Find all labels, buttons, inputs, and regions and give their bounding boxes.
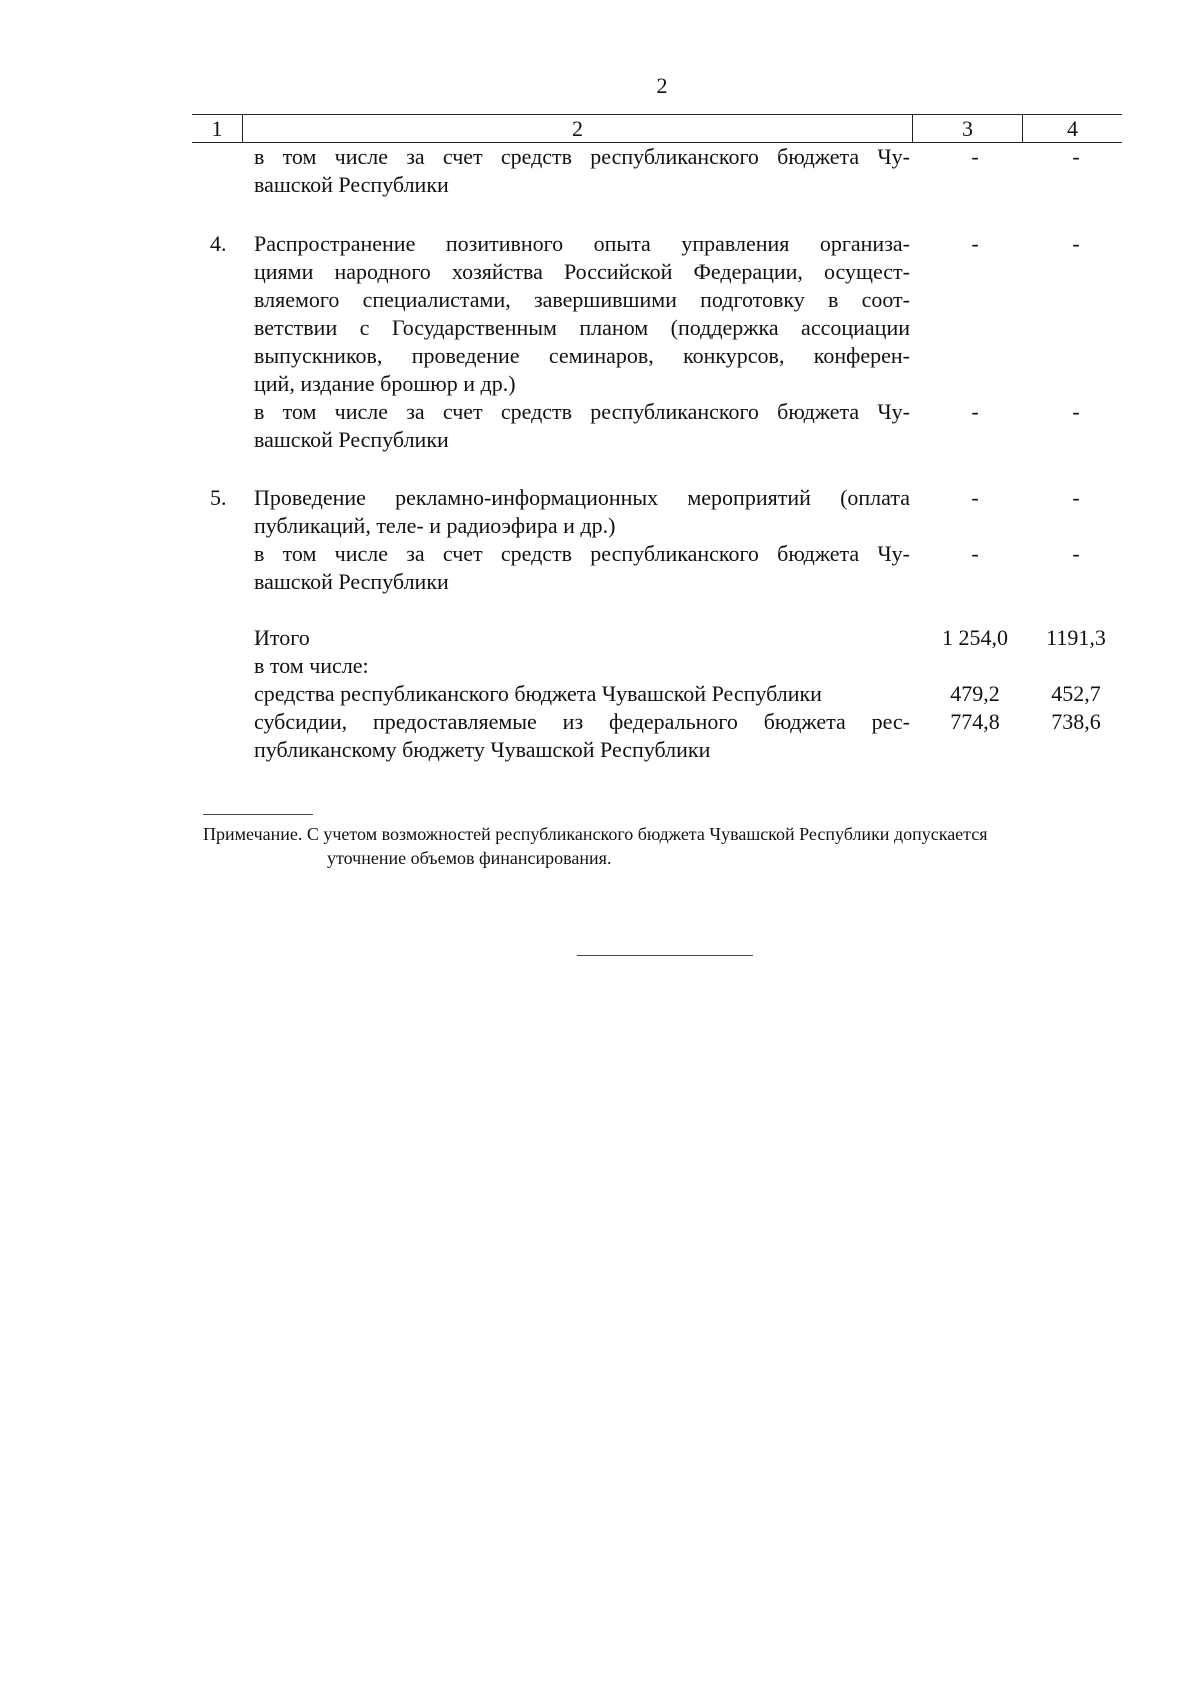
row-value-col3: -: [971, 144, 979, 169]
footnote-divider: [203, 814, 313, 815]
table-header: [192, 114, 1122, 143]
row-text: [254, 540, 910, 596]
row-text-line: в том числе за счет средств республиканского бюджета Чу-: [254, 399, 910, 424]
row-text-line: в том числе за счет средств республиканского бюджета Чу-: [254, 144, 910, 169]
row-value-col4: -: [1072, 144, 1080, 169]
end-divider: [577, 955, 753, 956]
row-text: [254, 680, 910, 708]
row-value-col3: -: [971, 485, 979, 510]
footnote-label: Примечание.: [203, 824, 303, 844]
header-cell-3: 3: [912, 115, 1022, 142]
row-text-line: в том числе за счет средств республиканского бюджета Чу-: [254, 541, 910, 566]
row-number: 4.: [210, 231, 227, 256]
row-text-line: в том числе:: [254, 653, 369, 678]
row-text-line: вашской Республики: [254, 427, 449, 452]
row-value-col3: -: [971, 541, 979, 566]
row-text-line: ветствии с Государственным планом (поддержка ассоциации: [254, 315, 910, 340]
row-text: [254, 398, 910, 454]
row-text-line: Распространение позитивного опыта управления организа-: [254, 231, 910, 256]
row-value-col3: 1 254,0: [942, 625, 1008, 650]
row-value-col3: 774,8: [950, 709, 1000, 734]
row-text-line: циями народного хозяйства Российской Федерации, осущест-: [254, 259, 910, 284]
row-text-line: выпускников, проведение семинаров, конкурсов, конферен-: [254, 343, 910, 368]
row-text: [254, 143, 910, 199]
row-value-col4: -: [1072, 541, 1080, 566]
header-cell-4: 4: [1022, 115, 1122, 142]
row-text-line: Итого: [254, 625, 310, 650]
row-text-line: вляемого специалистами, завершившими подготовку в соот-: [254, 287, 910, 312]
row-value-col4: -: [1072, 485, 1080, 510]
row-value-col4: -: [1072, 399, 1080, 424]
footnote-line1: С учетом возможностей республиканского бюджета Чувашской Республики допускается: [306, 824, 988, 844]
row-number: 5.: [210, 485, 227, 510]
row-text-line: Проведение рекламно-информационных мероприятий (оплата: [254, 485, 910, 510]
row-value-col4: 738,6: [1051, 709, 1101, 734]
row-text-line: субсидии, предоставляемые из федерального бюджета рес-: [254, 709, 910, 734]
row-text-line: вашской Республики: [254, 172, 449, 197]
header-cell-2: 2: [242, 115, 912, 142]
row-text: [254, 230, 910, 398]
page-number: 2: [656, 73, 668, 98]
row-text: [254, 708, 910, 764]
row-text-line: вашской Республики: [254, 569, 449, 594]
row-text: [254, 652, 910, 680]
row-text: [254, 484, 910, 540]
row-text-line: публиканскому бюджету Чувашской Республики: [254, 737, 711, 762]
footnote-line2: уточнение объемов финансирования.: [327, 848, 612, 868]
row-value-col4: 1191,3: [1046, 625, 1106, 650]
row-value-col4: 452,7: [1051, 681, 1101, 706]
row-value-col3: -: [971, 399, 979, 424]
header-cell-1: 1: [211, 116, 223, 141]
footnote: [203, 822, 1125, 870]
row-text-line: ций, издание брошюр и др.): [254, 371, 516, 396]
row-text-line: публикаций, теле- и радиоэфира и др.): [254, 513, 616, 538]
row-value-col3: 479,2: [950, 681, 1000, 706]
row-text: [254, 624, 910, 652]
row-value-col3: -: [971, 231, 979, 256]
row-value-col4: -: [1072, 231, 1080, 256]
row-text-line: средства республиканского бюджета Чувашской Республики: [254, 681, 822, 706]
